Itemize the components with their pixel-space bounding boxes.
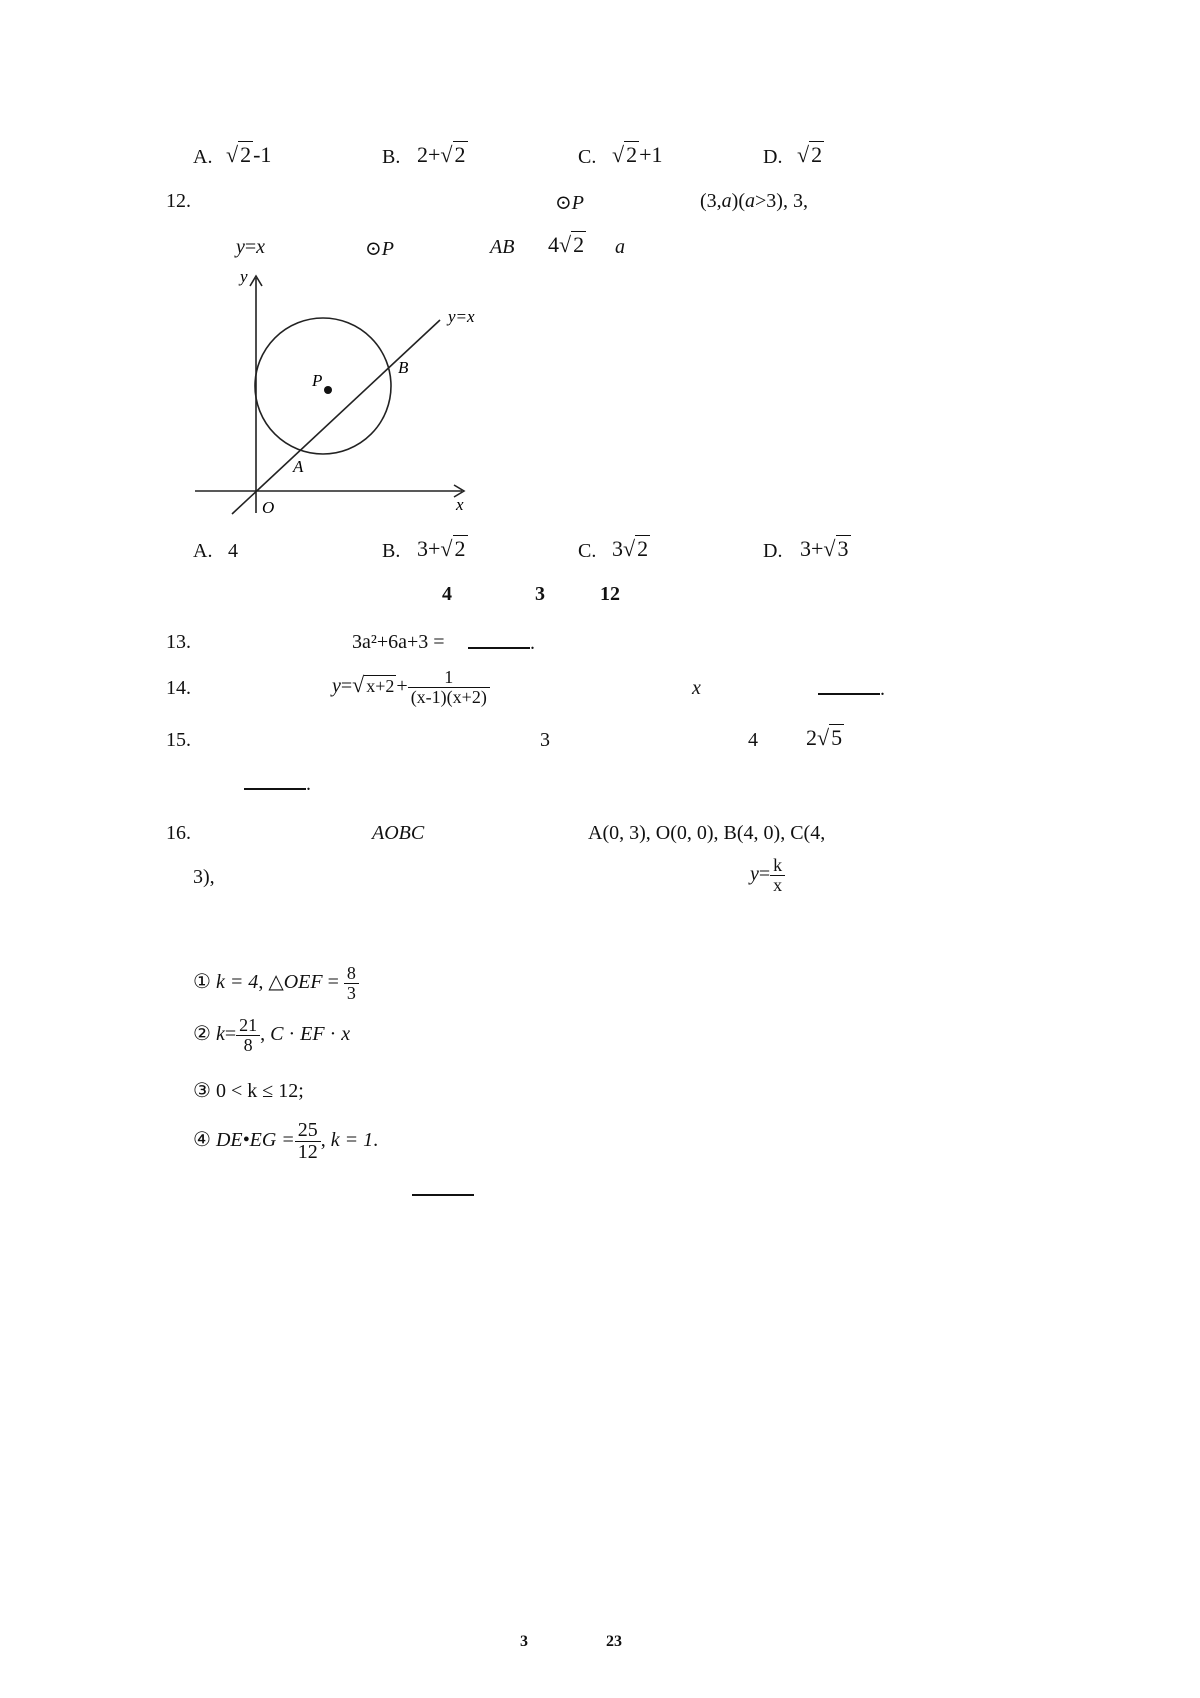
q12-number: 12. — [166, 190, 191, 212]
q16-statement-1: ① k = 4, △OEF = $\frac{8}{3}$ — [193, 964, 359, 1003]
label-line: y=x — [448, 307, 475, 326]
q15-diag1: 4 — [748, 729, 758, 751]
label-y: y — [240, 268, 248, 286]
q11-option-a-label: A. — [193, 146, 213, 168]
q15-side: 3 — [540, 729, 550, 751]
q12-figure — [190, 268, 480, 528]
label-b: B — [398, 358, 409, 377]
q11-option-d-value: √2 — [797, 142, 823, 167]
q12-line1-math: ⊙P — [555, 192, 584, 214]
circle-p — [255, 318, 391, 454]
q12-option-a-label: A. — [193, 540, 213, 562]
q12-option-a-value: 4 — [228, 540, 238, 562]
q12-line2-length: 4√2 — [548, 232, 585, 257]
label-p: P — [312, 371, 323, 390]
footer-total-pages: 23 — [606, 1633, 622, 1650]
q16-statement-4: ④ DE•EG = $\frac{25}{12}$ , k = 1. — [193, 1119, 379, 1163]
q16-answer-blank — [412, 1178, 474, 1202]
q14-number: 14. — [166, 677, 191, 699]
q12-line2-circle: ⊙P — [365, 238, 394, 260]
q11-option-d-label: D. — [763, 146, 783, 168]
q15-diag2: 2√5 — [806, 725, 843, 750]
label-x: x — [456, 495, 464, 514]
q12-option-d-value: 3+√3 — [800, 536, 849, 561]
label-o: O — [262, 498, 275, 517]
q14-var: x — [692, 677, 701, 699]
q14-blank: . — [818, 677, 885, 701]
q15-number: 15. — [166, 729, 191, 751]
q12-option-c-value: 3√2 — [612, 536, 649, 561]
q12-option-c-label: C. — [578, 540, 597, 562]
page-footer — [520, 1633, 622, 1651]
point-p — [324, 386, 332, 394]
q13-expression: 3a²+6a+3 = — [352, 631, 445, 653]
q11-option-c-label: C. — [578, 146, 597, 168]
q16-coords: A(0, 3), O(0, 0), B(4, 0), C(4, — [588, 822, 826, 844]
q16-rect: AOBC — [372, 822, 425, 844]
footer-page-number: 3 — [520, 1633, 528, 1650]
section2-total-points: 12 — [600, 583, 620, 605]
section2-count-questions: 4 — [442, 583, 452, 605]
q16-coords-end: 3), — [193, 866, 215, 888]
q16-statement-2: ② k= $\frac{21}{8}$ , C · EF · x — [193, 1015, 351, 1055]
q12-option-d-label: D. — [763, 540, 783, 562]
q14-function: y=√ x+2 + $\frac{1}{(x-1)(x+2)}$ — [332, 668, 490, 707]
q11-option-b-value: 2+√2 — [417, 142, 466, 167]
q12-option-b-value: 3+√2 — [417, 536, 466, 561]
q12-line2-chord: AB — [490, 236, 515, 258]
q12-line2-a: a — [615, 236, 625, 258]
q11-option-b-label: B. — [382, 146, 401, 168]
q13-number: 13. — [166, 631, 191, 653]
q16-function: y= $\frac{k}{x}$ — [750, 856, 785, 895]
q16-number: 16. — [166, 822, 191, 844]
q12-line1-coords: (3,a)(a>3), 3, — [700, 190, 808, 212]
q11-option-c-value: √2+1 — [612, 142, 663, 167]
section2-points-each: 3 — [535, 583, 545, 605]
q13-blank: . — [468, 631, 535, 655]
label-a: A — [293, 457, 304, 476]
q11-option-a-value: √2-1 — [226, 142, 272, 167]
q12-line2-func: y=x — [236, 236, 266, 258]
q15-blank: . — [244, 772, 311, 796]
q16-statement-3: ③ 0 < k ≤ 12; — [193, 1080, 304, 1102]
q12-option-b-label: B. — [382, 540, 401, 562]
